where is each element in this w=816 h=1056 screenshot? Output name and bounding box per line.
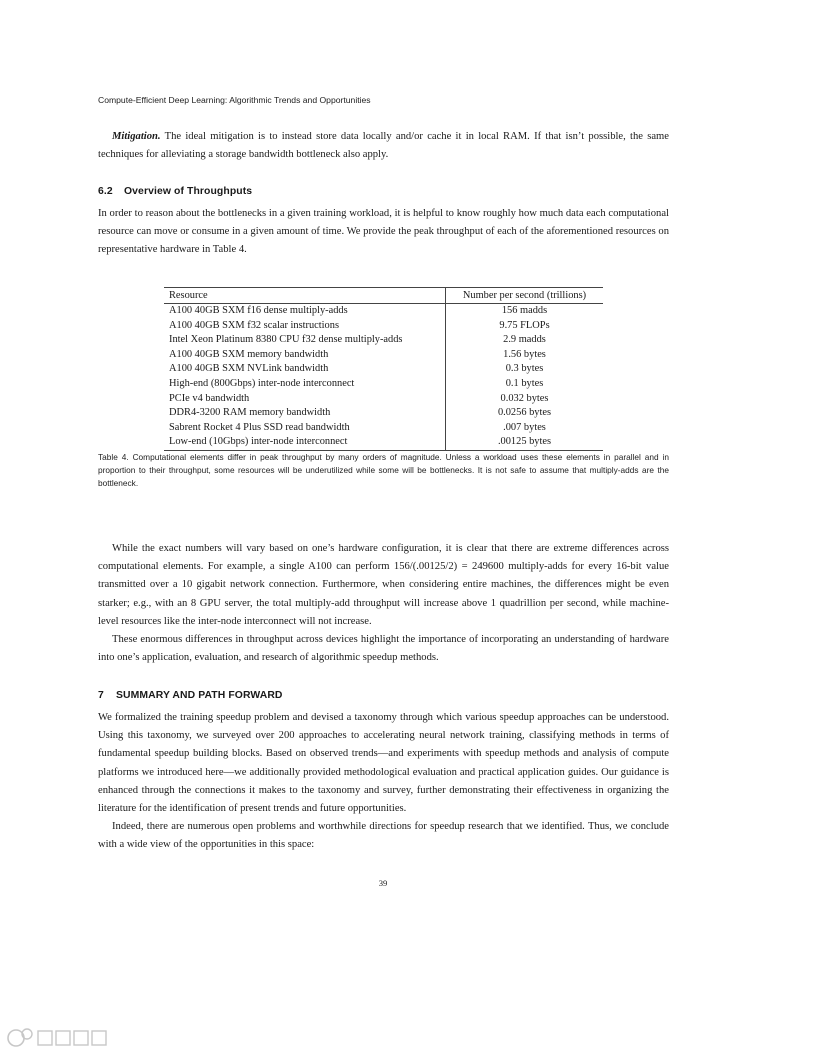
throughput-intro-paragraph: In order to reason about the bottlenecks in a given training workload, it is helpful to know roughly how much data each computational resource can move or consume in a given amount of time. We provide the peak throughput of each of the aforementioned resources on representative hardware in Table 4.	[98, 208, 669, 256]
mitigation-text: The ideal mitigation is to instead store data locally and/or cache it in local RAM. If that isn’t possible, the same techniques for alleviating a storage bandwidth bottleneck also apply.	[98, 131, 669, 161]
table-caption: Table 4. Computational elements differ in peak throughput by many orders of magnitude. Unless a workload uses these elements in parallel and in proportion to their throughput, some resources will be underutilized while some will be bottlenecks. It is not safe to assume that multiply-adds are the bottleneck.	[98, 452, 669, 488]
table-row	[164, 333, 603, 348]
table-cell-value: 0.032 bytes	[500, 392, 549, 404]
table-cell-value: .007 bytes	[503, 421, 546, 433]
table-header-row	[164, 288, 603, 304]
table-header-resource: Resource	[164, 288, 446, 304]
table-cell-resource: A100 40GB SXM NVLink bandwidth	[164, 362, 446, 377]
table-cell-resource: A100 40GB SXM memory bandwidth	[164, 348, 446, 363]
section-number: 7	[98, 690, 104, 701]
table-cell-resource: Sabrent Rocket 4 Plus SSD read bandwidth	[164, 421, 446, 436]
table-row	[164, 406, 603, 421]
summary-paragraph-1: We formalized the training speedup problem and devised a taxonomy through which various speedup approaches can be understood. Using this taxonomy, we surveyed over 200 approaches to accelerating neural network training, classifying methods in terms of fundamental speedup building blocks. Based on observed trends—and experiments with speedup methods and analysis of compute platforms we introduced here—we additionally provided methodological evaluation and practical application guides. Our guidance is enhanced through the connections it makes to the taxonomy and survey, further demonstrating their effectiveness in organizing the literature for the identification of present trends and future opportunities.	[98, 712, 669, 815]
table-cell-resource: Intel Xeon Platinum 8380 CPU f32 dense multiply-adds	[164, 333, 446, 348]
mitigation-paragraph	[98, 128, 669, 164]
table-cell-value: 1.56 bytes	[503, 348, 546, 360]
summary-block	[98, 709, 669, 855]
discussion-paragraph-1: While the exact numbers will vary based on one’s hardware configuration, it is clear that there are extreme differences across computational elements. For example, a single A100 can perform 156/(.00125/2) = 249600 multiply-adds for every 16-bit value transmitted over a 10 gigabit network connection. Furthermore, when considering entire machines, the differences might be even starker; e.g., with an 8 GPU server, the total multiply-add throughput will increase above 1 quadrillion per second, while machine-level resources like the inter-node interconnect will not increase.	[98, 543, 669, 627]
table-row	[164, 304, 603, 319]
table-cell-value: 0.0256 bytes	[497, 407, 552, 419]
table-cell-value: 0.1 bytes	[505, 377, 544, 389]
table-cell-value: 9.75 FLOPs	[499, 319, 550, 331]
section-number: 6.2	[98, 186, 113, 197]
table-cell-resource: A100 40GB SXM f32 scalar instructions	[164, 319, 446, 334]
section-heading-6-2	[98, 186, 252, 197]
discussion-block	[98, 540, 669, 667]
table-cell-value: .00125 bytes	[446, 435, 604, 450]
table-cell-value: 0.3 bytes	[505, 363, 544, 375]
table-row	[164, 392, 603, 407]
table-cell-resource: PCIe v4 bandwidth	[164, 392, 446, 407]
discussion-paragraph-2: These enormous differences in throughput across devices highlight the importance of incorporating an understanding of hardware into one’s application, evaluation, and research of algorithmic speedup methods.	[98, 634, 669, 664]
summary-paragraph-2: Indeed, there are numerous open problems and worthwhile directions for speedup research that we identified. Thus, we conclude with a wide view of the opportunities in this space:	[98, 821, 669, 851]
table-header-number: Number per second (trillions)	[446, 288, 604, 304]
table-row	[164, 348, 603, 363]
table-row	[164, 377, 603, 392]
table-cell-resource: DDR4-3200 RAM memory bandwidth	[164, 406, 446, 421]
section-heading-7	[98, 690, 283, 701]
table-cell-resource: A100 40GB SXM f16 dense multiply-adds	[164, 304, 446, 319]
section-title: SUMMARY AND PATH FORWARD	[116, 690, 283, 701]
section-title: Overview of Throughputs	[124, 186, 253, 197]
table-cell-resource: Low-end (10Gbps) inter-node interconnect	[164, 435, 446, 450]
table-cell-value: 2.9 madds	[503, 334, 546, 346]
running-header: Compute-Efficient Deep Learning: Algorithmic Trends and Opportunities	[98, 95, 371, 105]
watermark-logo-icon	[6, 1025, 110, 1051]
table-row	[164, 362, 603, 377]
mitigation-label: Mitigation.	[112, 131, 161, 142]
table-cell-resource: High-end (800Gbps) inter-node interconnect	[164, 377, 446, 392]
table-row	[164, 421, 603, 436]
page-number: 39	[378, 878, 388, 888]
throughput-table	[164, 287, 603, 451]
table-row	[164, 435, 603, 450]
table-cell-value: 156 madds	[501, 305, 548, 316]
table-row	[164, 319, 603, 334]
